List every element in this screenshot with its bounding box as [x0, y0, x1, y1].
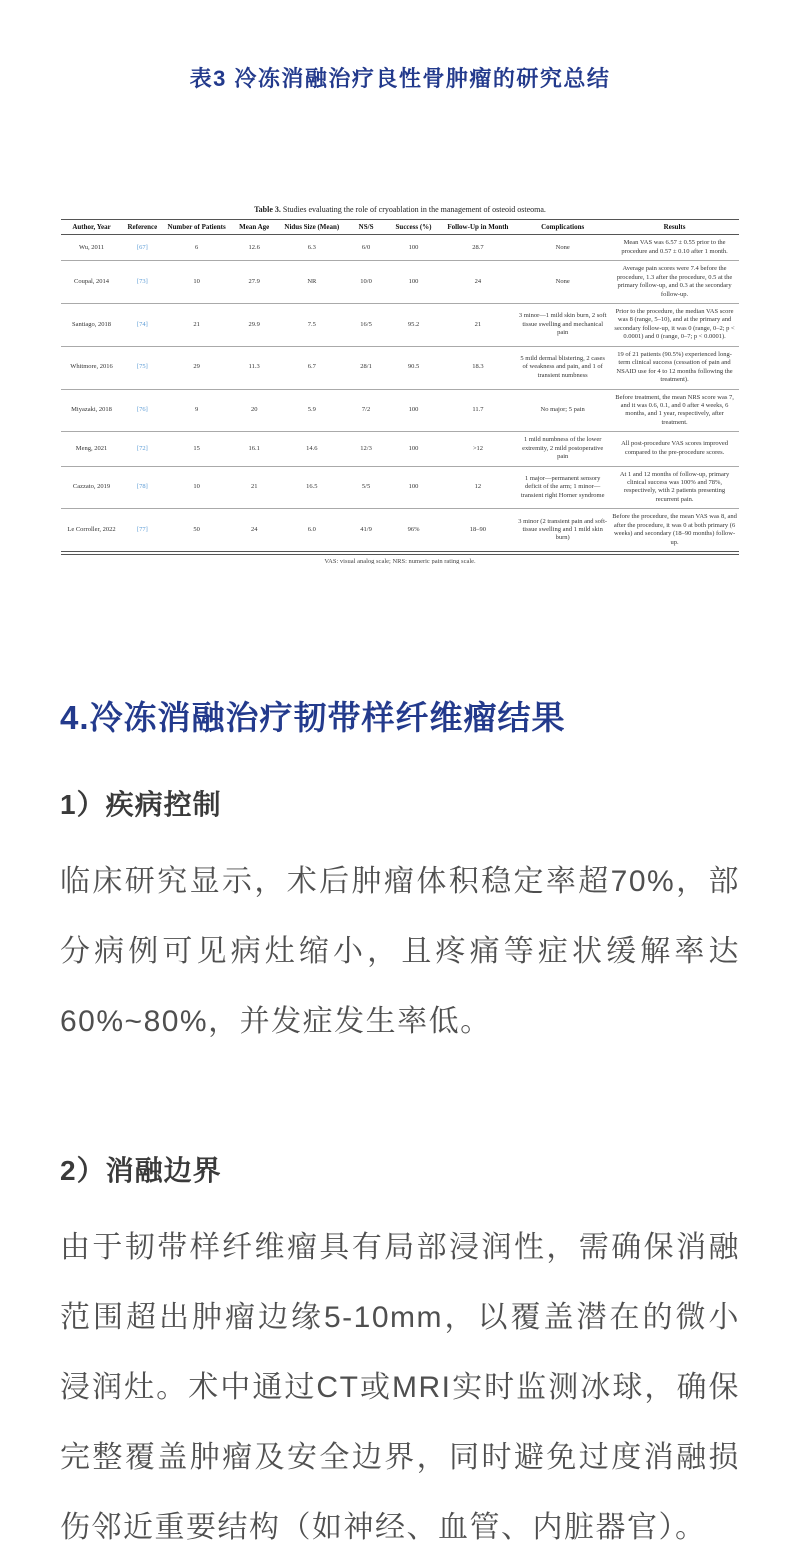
table-cell: 7/2	[346, 389, 387, 432]
table-header-row	[61, 220, 739, 235]
table-row	[61, 466, 739, 509]
table-cell: 7.5	[278, 304, 346, 347]
table-cell: 20	[230, 389, 277, 432]
table-header-cell: Reference	[122, 220, 163, 235]
table-cell: At 1 and 12 months of follow-up, primary clinical success was 100% and 78%, respectively, with 2 patients presenting recurrent pain.	[610, 466, 739, 509]
table-row	[61, 389, 739, 432]
table-cell: 100	[386, 389, 440, 432]
table-row	[61, 304, 739, 347]
table-header-cell: Nidus Size (Mean)	[278, 220, 346, 235]
table-cell: 6.3	[278, 235, 346, 261]
table-cell: 5 mild dermal blistering, 2 cases of weakness and pain, and 1 of transient numbness	[515, 346, 610, 389]
table-cell: 16.1	[230, 432, 277, 466]
studies-table	[61, 219, 739, 555]
table-cell: 10	[163, 466, 231, 509]
table-cell: Mean VAS was 6.57 ± 0.55 prior to the procedure and 0.57 ± 0.10 after 1 month.	[610, 235, 739, 261]
subsection-heading-ablation-margin: 2）消融边界	[60, 1155, 222, 1187]
table-cell: 12	[441, 466, 516, 509]
table-header-cell: Mean Age	[230, 220, 277, 235]
table-cell: 21	[163, 304, 231, 347]
table-row	[61, 346, 739, 389]
table-cell: 24	[230, 509, 277, 553]
reference-link: [73]	[122, 261, 163, 304]
table-cell: Miyazaki, 2018	[61, 389, 122, 432]
subsection-heading-disease-control: 1）疾病控制	[60, 789, 222, 821]
reference-link: [78]	[122, 466, 163, 509]
table-cell: Average pain scores were 7.4 before the procedure, 1.3 after the procedure, 0.5 at the primary follow-up, and 0.3 at the secondary follow-up.	[610, 261, 739, 304]
table-caption	[61, 205, 739, 214]
table-header-cell: Author, Year	[61, 220, 122, 235]
table-cell: 27.9	[230, 261, 277, 304]
table-cell: 6.0	[278, 509, 346, 553]
table-cell: Before treatment, the mean NRS score was 7, and it was 0.6, 0.1, and 0 after 4 weeks, 6 months, and 1 year, respectively, after treatment.	[610, 389, 739, 432]
table-cell: Santiago, 2018	[61, 304, 122, 347]
table-cell: 29	[163, 346, 231, 389]
table-cell: Before the procedure, the mean VAS was 8, and after the procedure, it was 0 at both primary (6 weeks) and secondary (18–90 months) follow-up.	[610, 509, 739, 553]
table-cell: 18–90	[441, 509, 516, 553]
article-body	[0, 692, 800, 1563]
reference-link: [77]	[122, 509, 163, 553]
table-cell: 6/0	[346, 235, 387, 261]
table-cell: 16/5	[346, 304, 387, 347]
reference-link: [74]	[122, 304, 163, 347]
table-cell: NR	[278, 261, 346, 304]
table-cell: 50	[163, 509, 231, 553]
table-header-cell: Success (%)	[386, 220, 440, 235]
table-cell: 15	[163, 432, 231, 466]
table-cell: 3 minor (2 transient pain and soft-tissue swelling and 1 mild skin burn)	[515, 509, 610, 553]
table-cell: 11.7	[441, 389, 516, 432]
table-footnote-clipped: VAS: visual analog scale; NRS: numeric pain rating scale.	[324, 558, 476, 565]
reference-link: [67]	[122, 235, 163, 261]
table-cell: Wu, 2011	[61, 235, 122, 261]
table-cell: None	[515, 235, 610, 261]
table-cell: 19 of 21 patients (90.5%) experienced long-term clinical success (cessation of pain and NSAID use for 4 to 12 months following the treatment).	[610, 346, 739, 389]
table-cell: 29.9	[230, 304, 277, 347]
table-cell: 41/9	[346, 509, 387, 553]
table-cell: 16.5	[278, 466, 346, 509]
paragraph-disease-control: 临床研究显示，术后肿瘤体积稳定率超70%，部分病例可见病灶缩小，且疼痛等症状缓解率达60%~80%，并发症发生率低。	[60, 865, 740, 1039]
table-cell: 3 minor—1 mild skin burn, 2 soft tissue swelling and mechanical pain	[515, 304, 610, 347]
table-row	[61, 509, 739, 553]
table-cell: 96%	[386, 509, 440, 553]
table-cell: 100	[386, 235, 440, 261]
table-cell: 100	[386, 261, 440, 304]
table-cell: Whitmore, 2016	[61, 346, 122, 389]
paragraph-ablation-margin: 由于韧带样纤维瘤具有局部浸润性，需确保消融范围超出肿瘤边缘5-10mm，以覆盖潜在的微小浸润灶。术中通过CT或MRI实时监测冰球，确保完整覆盖肿瘤及安全边界，同时避免过度消融损伤邻近重要结构（如神经、血管、内脏器官）。	[60, 1231, 740, 1545]
table-cell: 21	[441, 304, 516, 347]
table-cell: 100	[386, 466, 440, 509]
section-heading: 4.冷冻消融治疗韧带样纤维瘤结果	[60, 699, 566, 737]
table-cell: 10	[163, 261, 231, 304]
table-cell: 1 mild numbness of the lower extremity, 2 mild postoperative pain	[515, 432, 610, 466]
table-cell: 11.3	[230, 346, 277, 389]
table-cell: 5.9	[278, 389, 346, 432]
table-cell: 18.3	[441, 346, 516, 389]
embedded-table-figure	[61, 205, 739, 564]
table-cell: All post-procedure VAS scores improved compared to the pre-procedure scores.	[610, 432, 739, 466]
table-header-cell: Follow-Up in Month	[441, 220, 516, 235]
table-cell: 95.2	[386, 304, 440, 347]
table-row	[61, 261, 739, 304]
table-cell: 100	[386, 432, 440, 466]
table-header-cell: Results	[610, 220, 739, 235]
table-caption-label: Table 3.	[254, 205, 281, 214]
table-cell: >12	[441, 432, 516, 466]
reference-link: [75]	[122, 346, 163, 389]
table-cell: 6.7	[278, 346, 346, 389]
reference-link: [76]	[122, 389, 163, 432]
table-cell: Cazzato, 2019	[61, 466, 122, 509]
table-cell: 90.5	[386, 346, 440, 389]
table-header-cell: NS/S	[346, 220, 387, 235]
reference-link: [72]	[122, 432, 163, 466]
table-cell: No major; 5 pain	[515, 389, 610, 432]
table-cell: 14.6	[278, 432, 346, 466]
table-header-cell: Complications	[515, 220, 610, 235]
table-cell: 12.6	[230, 235, 277, 261]
table-cell: 9	[163, 389, 231, 432]
table-cell: 12/3	[346, 432, 387, 466]
table-row	[61, 235, 739, 261]
page-title: 表3 冷冻消融治疗良性骨肿瘤的研究总结	[189, 66, 611, 91]
table-header-cell: Number of Patients	[163, 220, 231, 235]
table-cell: 21	[230, 466, 277, 509]
table-row	[61, 432, 739, 466]
table-cell: None	[515, 261, 610, 304]
table-cell: 28/1	[346, 346, 387, 389]
table-cell: Meng, 2021	[61, 432, 122, 466]
table-caption-text: Studies evaluating the role of cryoablation in the management of osteoid osteoma.	[280, 205, 546, 214]
table-cell: 5/5	[346, 466, 387, 509]
table-cell: Coupal, 2014	[61, 261, 122, 304]
table-cell: Prior to the procedure, the median VAS score was 8 (range, 5–10), and at the primary and secondary follow-up, it was 0 (range, 0–2; p < 0.0001) and 0 (range, 0–7; p < 0.0001).	[610, 304, 739, 347]
table-cell: 6	[163, 235, 231, 261]
table-cell: 10/0	[346, 261, 387, 304]
table-cell: 28.7	[441, 235, 516, 261]
table-cell: 1 major—permanent sensory deficit of the arm; 1 minor—transient right Horner syndrome	[515, 466, 610, 509]
table-cell: 24	[441, 261, 516, 304]
table-cell: Le Corroller, 2022	[61, 509, 122, 553]
